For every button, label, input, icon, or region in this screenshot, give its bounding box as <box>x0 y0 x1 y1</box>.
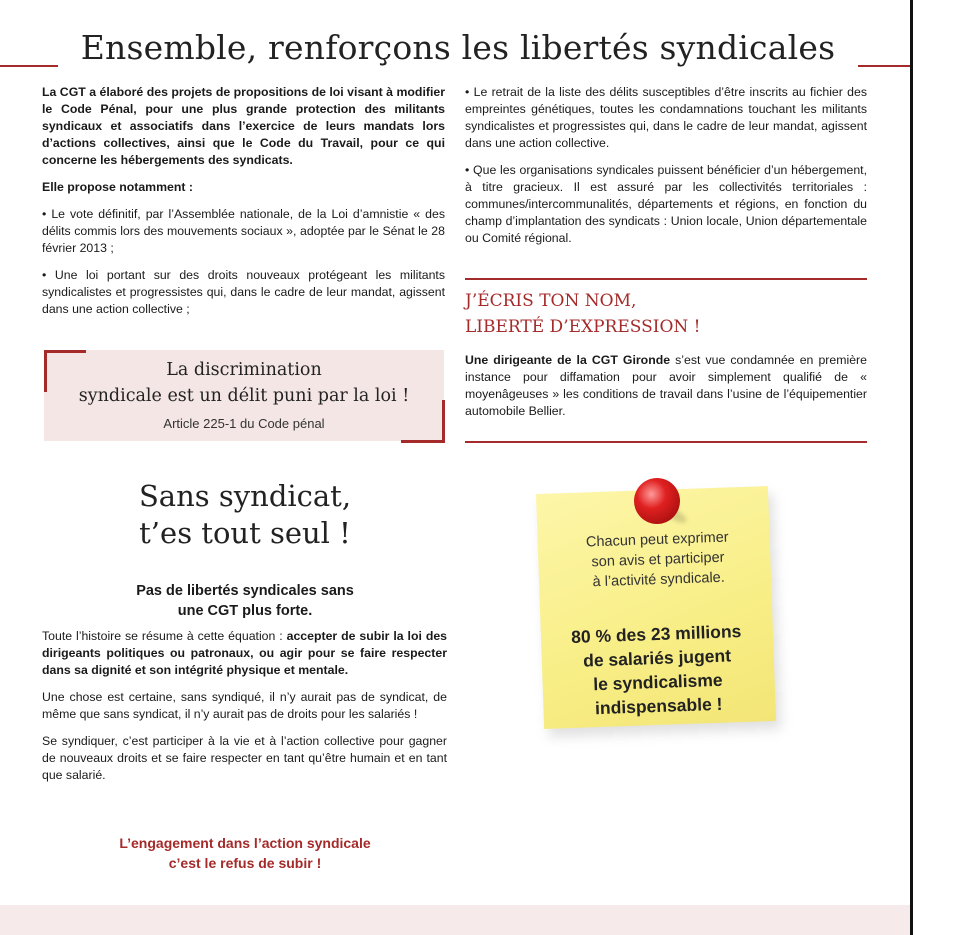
note-stat-line-4: indispensable ! <box>594 693 723 719</box>
note-stat-line-3: le syndicalisme <box>592 669 723 695</box>
quote-corner-right <box>442 400 445 443</box>
closing-statement <box>40 833 450 873</box>
sans-subheading-line-1: Pas de libertés syndicales sans <box>136 583 354 599</box>
section-rule-top <box>465 278 867 280</box>
outside-area <box>913 0 980 935</box>
quote-line-2: syndicale est un délit puni par la loi ! <box>78 386 410 406</box>
right-column <box>465 84 867 257</box>
title-rule-right <box>858 65 910 67</box>
left-column <box>42 84 445 328</box>
note-stat-line-2: de salariés jugent <box>582 645 732 671</box>
section-heading <box>465 288 867 340</box>
propose-heading: Elle propose notamment : <box>42 180 193 194</box>
equation-text: Toute l’histoire se résume à cette équation : <box>42 629 287 643</box>
sans-subheading <box>40 581 450 621</box>
closing-line-1: L’engagement dans l’action syndicale <box>119 835 371 851</box>
sticky-note-statistic <box>553 618 761 721</box>
sans-heading-line-1: Sans syndicat, <box>138 479 352 513</box>
certain-paragraph: Une chose est certaine, sans syndiqué, il n’y aurait pas de syndicat, de même que sans syndicat, il n’y aurait pas de droits pour les salariés ! <box>42 690 447 721</box>
sans-body <box>42 628 447 794</box>
sticky-note-text <box>557 527 759 594</box>
syndiquer-paragraph: Se syndiquer, c’est participer à la vie et à l’action collective pour gagner de nouveaux droits et se faire respecter en tant qu’être humain et en tant que salarié. <box>42 734 447 782</box>
equation-paragraph <box>42 628 447 679</box>
bullet-amnesty: • Le vote définitif, par l’Assemblée nationale, de la Loi d’amnistie « des délits commis lors des mouvements sociaux », adoptée par le Sénat le 28 février 2013 ; <box>42 207 445 255</box>
quote-corner-top <box>44 350 86 353</box>
note-stat-line-1: 80 % des 23 millions <box>570 621 742 647</box>
note-line-2: son avis et participer <box>591 549 725 571</box>
section-heading-line-1: J’ÉCRIS TON NOM, <box>465 291 637 311</box>
title-rule-left <box>0 65 58 67</box>
section-heading-line-2: LIBERTÉ D’EXPRESSION ! <box>465 317 701 337</box>
pushpin-icon <box>634 478 680 524</box>
note-line-1: Chacun peut exprimer <box>585 529 729 551</box>
bullet-new-rights: • Une loi portant sur des droits nouveaux protégeant les militants syndicalistes et progressistes qui, dans le cadre de leur mandat, agissent dans une action collective ; <box>42 268 445 316</box>
equation-bold: accepter de subir la loi des dirigeants politiques ou patronaux, ou agir pour se faire respecter dans sa dignité et son intégrité physique et mentale. <box>42 629 448 677</box>
quote-text <box>47 357 441 409</box>
bullet-hosting: • Que les organisations syndicales puissent bénéficier d’un hébergement, à titre gracieux. Il est assuré par les collectivités territoriales : communes/intercommunalités, départements et régions, en fonction du champ d’implantation des syndicats : Union locale, Union départementale ou Comité régional. <box>465 163 867 245</box>
note-line-3: à l’activité syndicale. <box>592 569 726 591</box>
sans-heading-line-2: t’es tout seul ! <box>139 516 351 550</box>
quote-line-1: La discrimination <box>166 360 322 380</box>
bullet-genetic-file: • Le retrait de la liste des délits susceptibles d’être inscrits au fichier des empreintes génétiques, toutes les condamnations touchant les militants syndicalistes et progressistes qui, dans le cadre de leur mandat, agissent dans une action collective. <box>465 85 867 150</box>
closing-line-2: c’est le refus de subir ! <box>168 855 322 871</box>
sans-syndicat-heading <box>40 478 450 552</box>
sans-subheading-line-2: une CGT plus forte. <box>177 603 313 619</box>
section-body-bold: Une dirigeante de la CGT Gironde <box>465 353 671 367</box>
section-body-text: s’est vue condamnée en première instance pour diffamation pour avoir simplement qualifié de « moyenâgeuses » les conditions de travail dans l’usine de l’équipementier automobile Bellier. <box>465 353 867 418</box>
section-body <box>465 352 867 420</box>
quote-reference: Article 225-1 du Code pénal <box>163 416 325 431</box>
bottom-band <box>0 905 910 935</box>
section-rule-bottom <box>465 441 867 443</box>
intro-paragraph: La CGT a élaboré des projets de propositions de loi visant à modifier le Code Pénal, pour une plus grande protection des militants syndicaux et associatifs dans l’exercice de leurs mandats lors d’actions collectives, ainsi que le Code du Travail, pour ce qui concerne les hébergements des syndicats. <box>42 85 445 167</box>
quote-corner-bottom <box>401 440 445 443</box>
page-title: Ensemble, renforçons les libertés syndicales <box>80 28 836 67</box>
